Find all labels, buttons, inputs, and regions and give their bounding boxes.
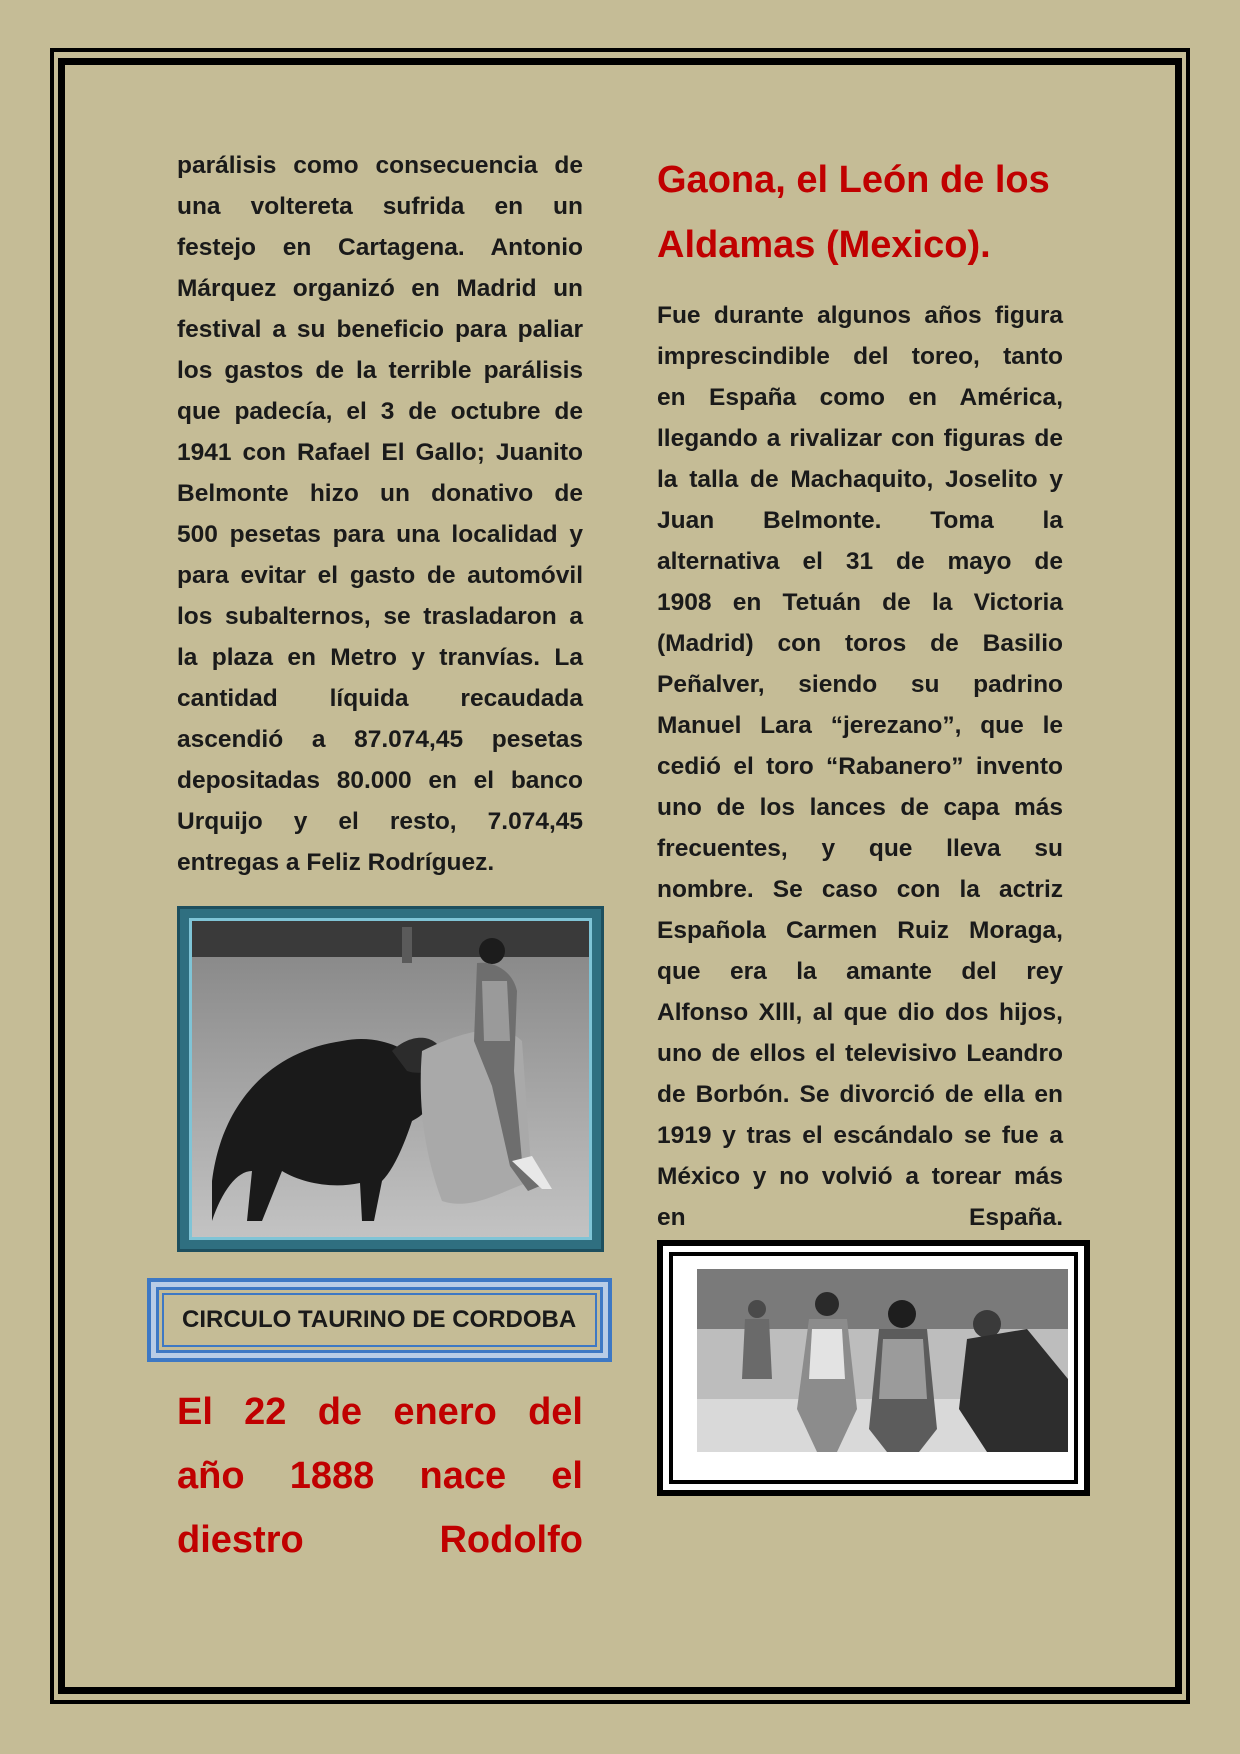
paragraph-line: en España. <box>657 1204 1063 1231</box>
paragraph-line: los gastos de la terrible parálisis <box>177 357 583 384</box>
paragraph-line: frecuentes, y que lleva su <box>657 835 1063 862</box>
paragraph-line: entregas a Feliz Rodríguez. <box>177 849 495 876</box>
paragraph-line: 500 pesetas para una localidad y <box>177 521 583 548</box>
section-label: CIRCULO TAURINO DE CORDOBA <box>162 1293 597 1347</box>
paragraph-line: Juan Belmonte. Toma la <box>657 507 1063 534</box>
paragraph-line: festival a su beneficio para paliar <box>177 316 583 343</box>
paragraph-line: Manuel Lara “jerezano”, que le <box>657 712 1063 739</box>
paragraph-line: alternativa el 31 de mayo de <box>657 548 1063 575</box>
paragraph-line: 1908 en Tetuán de la Victoria <box>657 589 1063 616</box>
right-paragraph <box>657 295 1063 1238</box>
paragraph-line: Peñalver, siendo su padrino <box>657 671 1063 698</box>
paragraph-line: la plaza en Metro y tranvías. La <box>177 644 583 671</box>
photo-matadors-mat <box>663 1246 1084 1490</box>
right-heading <box>657 148 1077 278</box>
paragraph-line: uno de los lances de capa más <box>657 794 1063 821</box>
heading-line: Gaona, el León de los <box>657 159 1050 201</box>
paragraph-line: la talla de Machaquito, Joselito y <box>657 466 1063 493</box>
paragraph-line: Belmonte hizo un donativo de <box>177 480 583 507</box>
paragraph-line: imprescindible del toreo, tanto <box>657 343 1063 370</box>
paragraph-line: parálisis como consecuencia de <box>177 152 583 179</box>
matadors-image <box>697 1269 1068 1452</box>
paragraph-line: Márquez organizó en Madrid un <box>177 275 583 302</box>
paragraph-line: Fue durante algunos años figura <box>657 302 1063 329</box>
photo-bullfight <box>189 918 592 1240</box>
bullfight-image <box>192 921 592 1240</box>
paragraph-line: que padecía, el 3 de octubre de <box>177 398 583 425</box>
paragraph-line: festejo en Cartagena. Antonio <box>177 234 583 261</box>
paragraph-line: de Borbón. Se divorció de ella en <box>657 1081 1063 1108</box>
paragraph-line: 1919 y tras el escándalo se fue a <box>657 1122 1063 1149</box>
paragraph-line: una voltereta sufrida en un <box>177 193 583 220</box>
photo-matadors <box>673 1256 1074 1480</box>
photo-bullfight-frame <box>177 906 604 1252</box>
paragraph-line: 1941 con Rafael El Gallo; Juanito <box>177 439 583 466</box>
paragraph-line: en España como en América, <box>657 384 1063 411</box>
left-heading <box>177 1380 583 1572</box>
paragraph-line: cedió el toro “Rabanero” invento <box>657 753 1063 780</box>
paragraph-line: (Madrid) con toros de Basilio <box>657 630 1063 657</box>
heading-line: Aldamas (Mexico). <box>657 224 991 266</box>
paragraph-line: que era la amante del rey <box>657 958 1063 985</box>
section-label-mid <box>156 1287 603 1353</box>
paragraph-line: depositadas 80.000 en el banco <box>177 767 583 794</box>
paragraph-line: para evitar el gasto de automóvil <box>177 562 583 589</box>
heading-line: diestro Rodolfo <box>177 1519 583 1561</box>
paragraph-line: Española Carmen Ruiz Moraga, <box>657 917 1063 944</box>
paragraph-line: nombre. Se caso con la actriz <box>657 876 1063 903</box>
paragraph-line: los subalternos, se trasladaron a <box>177 603 583 630</box>
paragraph-line: ascendió a 87.074,45 pesetas <box>177 726 583 753</box>
paragraph-line: Urquijo y el resto, 7.074,45 <box>177 808 583 835</box>
photo-matadors-line <box>669 1252 1078 1484</box>
heading-line: El 22 de enero del <box>177 1391 583 1433</box>
paragraph-line: llegando a rivalizar con figuras de <box>657 425 1063 452</box>
photo-matadors-frame <box>657 1240 1090 1496</box>
heading-line: año 1888 nace el <box>177 1455 583 1497</box>
paragraph-line: México y no volvió a torear más <box>657 1163 1063 1190</box>
left-paragraph <box>177 145 583 883</box>
paragraph-line: cantidad líquida recaudada <box>177 685 583 712</box>
paragraph-line: uno de ellos el televisivo Leandro <box>657 1040 1063 1067</box>
section-label-box <box>147 1278 612 1362</box>
paragraph-line: Alfonso Xlll, al que dio dos hijos, <box>657 999 1063 1026</box>
